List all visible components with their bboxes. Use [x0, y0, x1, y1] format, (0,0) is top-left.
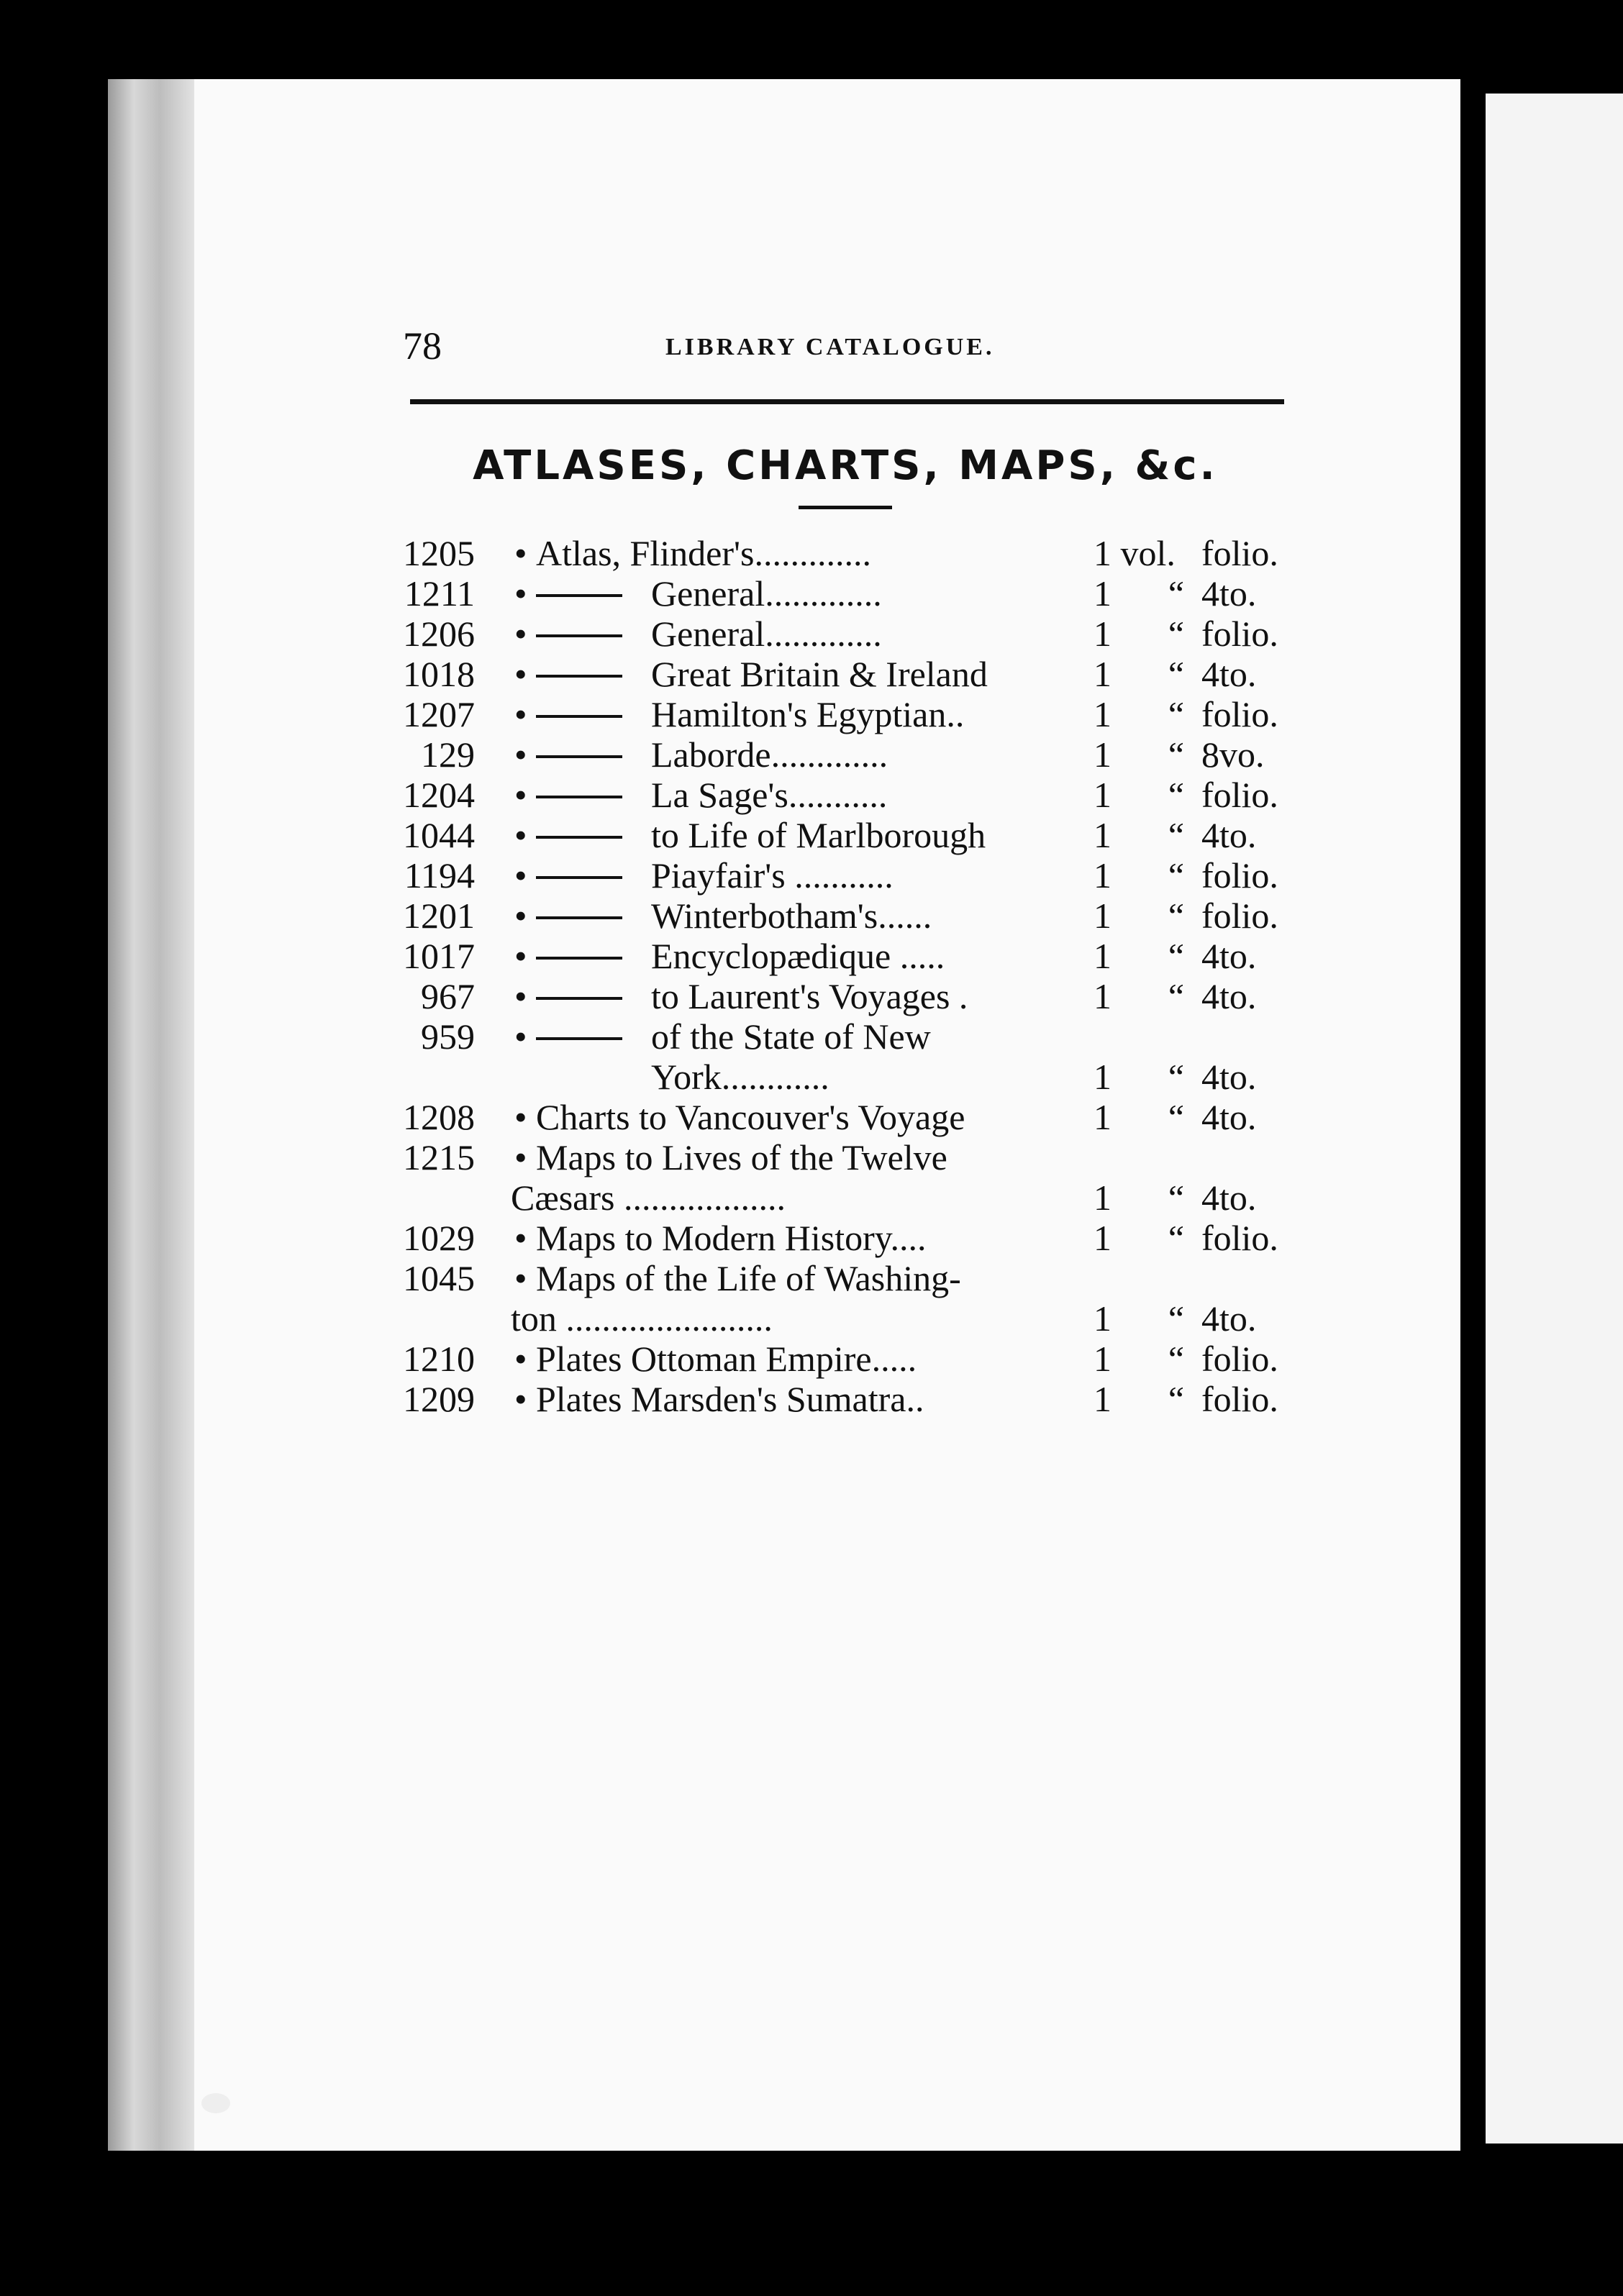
catalogue-entry: [388, 1016, 1302, 1056]
entry-format: folio.: [1201, 855, 1278, 896]
bullet-mark: •: [514, 533, 527, 573]
catalogue-entry: [388, 1257, 1302, 1298]
ditto-mark: “: [1168, 775, 1185, 815]
entry-number: 1194: [404, 855, 475, 896]
entry-format: 4to.: [1201, 1177, 1257, 1218]
ditto-mark: “: [1168, 694, 1185, 734]
bullet-mark: •: [514, 1379, 527, 1419]
catalogue-entry: [388, 573, 1302, 613]
entry-volumes: 1: [1094, 1339, 1111, 1379]
entry-number: 1017: [403, 936, 475, 976]
running-header: LIBRARY CATALOGUE.: [665, 334, 995, 360]
entry-format: folio.: [1201, 533, 1278, 573]
entry-title: Maps to Modern History....: [536, 1218, 927, 1258]
entry-number: 1045: [403, 1258, 475, 1298]
entry-volumes: 1: [1094, 1298, 1111, 1339]
entry-number: 1206: [403, 614, 475, 654]
entry-volumes: 1: [1094, 694, 1111, 734]
entry-title: Encyclopædique .....: [651, 936, 945, 976]
bullet-mark: •: [514, 654, 527, 694]
entry-title: Hamilton's Egyptian..: [651, 694, 965, 734]
ditto-mark: “: [1168, 573, 1185, 614]
entry-number: 959: [421, 1016, 475, 1057]
entry-format: folio.: [1201, 694, 1278, 734]
bullet-mark: •: [514, 1218, 527, 1258]
ditto-dash: [536, 836, 622, 839]
entry-format: 4to.: [1201, 976, 1257, 1016]
catalogue-entry: [388, 532, 1302, 573]
entry-title: Plates Ottoman Empire.....: [536, 1339, 917, 1379]
entry-title: General.............: [651, 573, 882, 614]
entry-volumes: 1: [1094, 614, 1111, 654]
entry-volumes: 1: [1094, 1379, 1111, 1419]
entry-number: 1201: [403, 896, 475, 936]
ditto-dash: [536, 634, 622, 637]
entry-number: 1211: [404, 573, 475, 614]
ditto-mark: “: [1168, 896, 1185, 936]
catalogue-entry-continuation: [388, 1298, 1302, 1338]
catalogue-entry: [388, 774, 1302, 814]
entry-format: folio.: [1201, 896, 1278, 936]
entry-number: 1204: [403, 775, 475, 815]
ditto-mark: “: [1168, 1218, 1185, 1258]
entry-title-continued: Cæsars ..................: [511, 1177, 786, 1218]
entry-title: General.............: [651, 614, 882, 654]
ditto-dash: [536, 997, 622, 1000]
bullet-mark: •: [514, 734, 527, 775]
book-edge: [108, 79, 194, 2151]
ditto-mark: “: [1168, 1057, 1185, 1097]
facing-page-edge: [1486, 94, 1623, 2144]
entry-format: folio.: [1201, 614, 1278, 654]
ditto-dash: [536, 1037, 622, 1040]
bullet-mark: •: [514, 936, 527, 976]
entry-number: 1207: [403, 694, 475, 734]
entry-title: Piayfair's ...........: [651, 855, 894, 896]
ditto-dash: [536, 876, 622, 879]
entry-number: 1208: [403, 1097, 475, 1137]
entry-format: folio.: [1201, 1379, 1278, 1419]
entry-title: Charts to Vancouver's Voyage: [536, 1097, 965, 1137]
ditto-mark: “: [1168, 1339, 1185, 1379]
ditto-dash: [536, 675, 622, 678]
entry-volumes: 1: [1094, 896, 1111, 936]
entry-number: 1210: [403, 1339, 475, 1379]
ditto-mark: “: [1168, 815, 1185, 855]
bullet-mark: •: [514, 694, 527, 734]
page-number: 78: [403, 324, 442, 368]
ditto-mark: “: [1168, 614, 1185, 654]
entry-volumes: 1: [1094, 855, 1111, 896]
entry-title: La Sage's...........: [651, 775, 888, 815]
entry-format: 8vo.: [1201, 734, 1265, 775]
ditto-dash: [536, 916, 622, 919]
entry-volumes: 1: [1094, 1177, 1111, 1218]
ditto-mark: “: [1168, 855, 1185, 896]
ditto-mark: “: [1168, 1298, 1185, 1339]
entry-volumes: 1: [1094, 654, 1111, 694]
entry-volumes: 1: [1094, 775, 1111, 815]
entry-number: 1205: [403, 533, 475, 573]
ditto-dash: [536, 796, 622, 798]
entry-volumes: 1: [1094, 734, 1111, 775]
entry-volumes: 1: [1094, 1097, 1111, 1137]
entry-volumes: 1: [1094, 1057, 1111, 1097]
catalogue-entry: [388, 895, 1302, 935]
catalogue-entry: [388, 1217, 1302, 1257]
ditto-mark: “: [1168, 1097, 1185, 1137]
catalogue-entry-continuation: [388, 1056, 1302, 1096]
ditto-mark: “: [1168, 654, 1185, 694]
catalogue-entry-continuation: [388, 1177, 1302, 1217]
entry-title-continued: ton .......................: [511, 1298, 773, 1339]
paper-blemish: [201, 2093, 230, 2113]
ditto-mark: “: [1168, 936, 1185, 976]
catalogue-entry: [388, 613, 1302, 653]
bullet-mark: •: [514, 976, 527, 1016]
entry-volumes: 1: [1094, 815, 1111, 855]
entry-volumes: 1: [1094, 936, 1111, 976]
bullet-mark: •: [514, 896, 527, 936]
catalogue-entry: [388, 653, 1302, 693]
catalogue-entry: [388, 1338, 1302, 1378]
entry-title: to Laurent's Voyages .: [651, 976, 968, 1016]
entry-format: 4to.: [1201, 573, 1257, 614]
catalogue-entry: [388, 855, 1302, 895]
bullet-mark: •: [514, 775, 527, 815]
bullet-mark: •: [514, 815, 527, 855]
entry-title: Winterbotham's......: [651, 896, 932, 936]
ditto-mark: “: [1168, 734, 1185, 775]
catalogue-entry: [388, 1378, 1302, 1418]
entry-number: 1018: [403, 654, 475, 694]
bullet-mark: •: [514, 1258, 527, 1298]
catalogue-entry: [388, 693, 1302, 734]
entry-title: Plates Marsden's Sumatra..: [536, 1379, 924, 1419]
entry-volumes: 1: [1094, 1218, 1111, 1258]
header-rule: [410, 399, 1284, 404]
entry-format: 4to.: [1201, 654, 1257, 694]
entry-format: 4to.: [1201, 1057, 1257, 1097]
entry-volumes: 1: [1094, 573, 1111, 614]
entry-format: folio.: [1201, 775, 1278, 815]
page-header: [403, 324, 1288, 381]
entry-title: Maps to Lives of the Twelve: [536, 1137, 947, 1177]
ditto-dash: [536, 755, 622, 758]
ditto-dash: [536, 957, 622, 960]
entry-volumes: 1: [1094, 976, 1111, 1016]
bullet-mark: •: [514, 1097, 527, 1137]
catalogue-entry: [388, 814, 1302, 855]
ditto-mark: “: [1168, 976, 1185, 1016]
bullet-mark: •: [514, 1339, 527, 1379]
entry-title: Atlas, Flinder's.............: [536, 533, 871, 573]
entry-number: 1209: [403, 1379, 475, 1419]
entry-format: folio.: [1201, 1339, 1278, 1379]
entry-number: 1029: [403, 1218, 475, 1258]
ditto-mark: “: [1168, 1177, 1185, 1218]
bullet-mark: •: [514, 1137, 527, 1177]
entry-number: 1215: [403, 1137, 475, 1177]
bullet-mark: •: [514, 573, 527, 614]
entry-title: Maps of the Life of Washing-: [536, 1258, 961, 1298]
bullet-mark: •: [514, 855, 527, 896]
ditto-dash: [536, 715, 622, 718]
entry-format: 4to.: [1201, 815, 1257, 855]
entry-title-continued: York............: [651, 1057, 829, 1097]
entry-title: Great Britain & Ireland: [651, 654, 988, 694]
entry-number: 129: [421, 734, 475, 775]
entry-title: Laborde.............: [651, 734, 888, 775]
catalogue-entry: [388, 1136, 1302, 1177]
catalogue-entry: [388, 1096, 1302, 1136]
entry-format: folio.: [1201, 1218, 1278, 1258]
entry-title: of the State of New: [651, 1016, 931, 1057]
entry-title: to Life of Marlborough: [651, 815, 986, 855]
entry-number: 1044: [403, 815, 475, 855]
entry-format: 4to.: [1201, 1298, 1257, 1339]
bullet-mark: •: [514, 1016, 527, 1057]
entry-format: 4to.: [1201, 1097, 1257, 1137]
entry-volumes: 1 vol.: [1094, 533, 1176, 573]
entry-format: 4to.: [1201, 936, 1257, 976]
ditto-dash: [536, 594, 622, 597]
catalogue-entry: [388, 975, 1302, 1016]
section-title: ATLASES, CHARTS, MAPS, &c.: [473, 442, 1218, 489]
catalogue-entry: [388, 734, 1302, 774]
section-rule: [799, 506, 892, 509]
catalogue-entries: [388, 532, 1302, 1418]
catalogue-entry: [388, 935, 1302, 975]
entry-number: 967: [421, 976, 475, 1016]
bullet-mark: •: [514, 614, 527, 654]
ditto-mark: “: [1168, 1379, 1185, 1419]
